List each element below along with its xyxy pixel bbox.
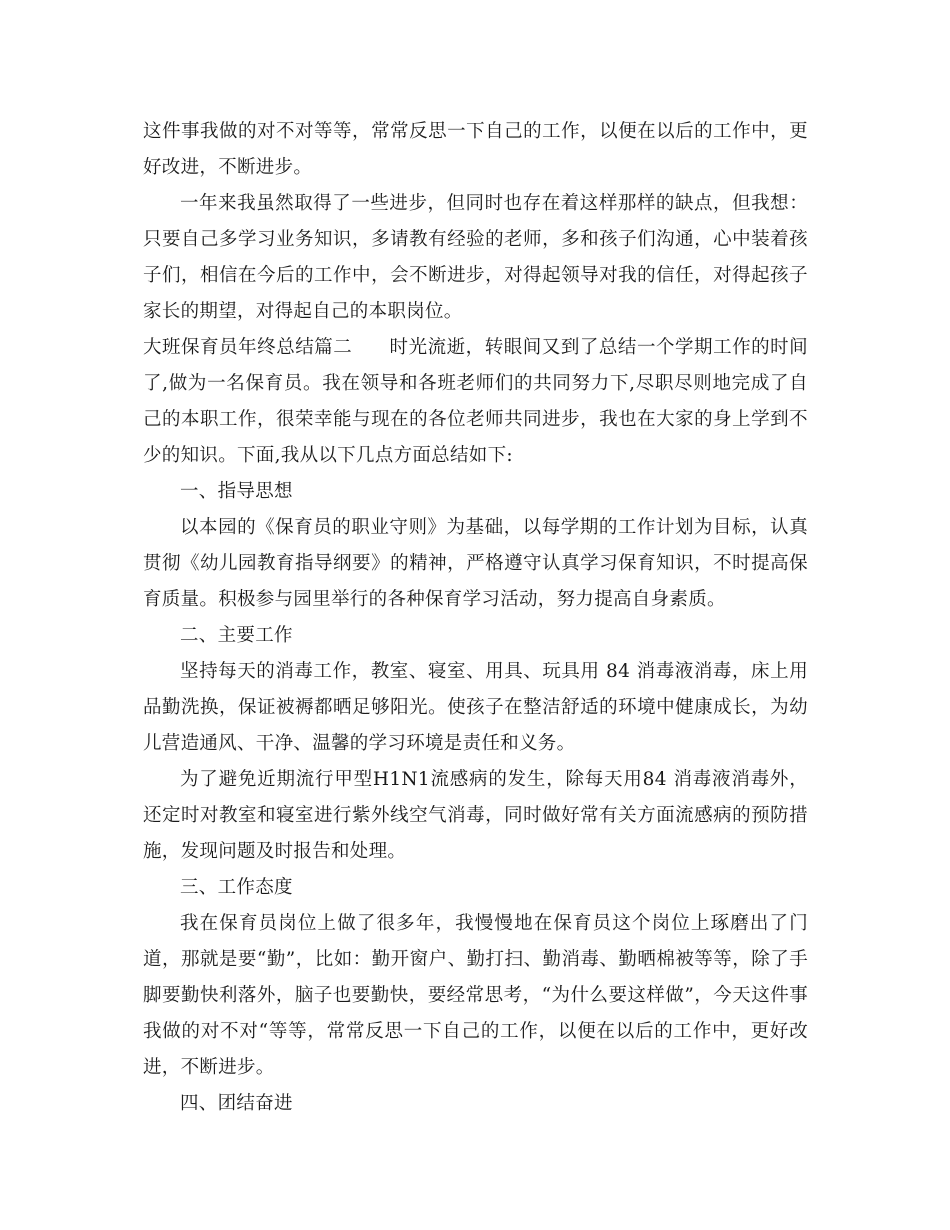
paragraph-disinfection: 坚持每天的消毒工作，教室、寝室、用具、玩具用 84 消毒液消毒，床上用品勤洗换，保证被褥都晒足够阳光。使孩子在整洁舒适的环境中健康成长，为幼儿营造通风、干净、温馨的学习环境是责任和义务。 xyxy=(143,661,808,754)
paragraph-work-attitude: 我在保育员岗位上做了很多年，我慢慢地在保育员这个岗位上琢磨出了门道，那就是要“勤”，比如：勤开窗户、勤打扫、勤消毒、勤晒棉被等等，除了手脚要勤快利落外，脑子也要勤快，要经常思考，“为什么要这样做”，今天这件事我做的对不对“等等，常常反思一下自己的工作，以便在以后的工作中，更好改进，不断进步。 xyxy=(143,913,808,1078)
heading-main-work: 二、主要工作 xyxy=(180,625,293,646)
paragraph-flu-prevention: 为了避免近期流行甲型H1N1流感病的发生，除每天用84 消毒液消毒外，还定时对教室和寝室进行紫外线空气消毒，同时做好常有关方面流感病的预防措施，发现问题及时报告和处理。 xyxy=(143,769,808,862)
section-intro: 时光流逝，转眼间又到了总结一个学期工作的时间了,做为一名保育员。我在领导和各班老师们的共同努力下,尽职尽则地完成了自己的本职工作，很荣幸能与现在的各位老师共同进步，我也在大家的身上学到不少的知识。下面,我从以下几点方面总结如下: xyxy=(143,337,808,466)
heading-unity: 四、团结奋进 xyxy=(180,1093,293,1114)
paragraph-section-two xyxy=(143,330,808,474)
paragraph-continuation: 这件事我做的对不对等等，常常反思一下自己的工作，以便在以后的工作中，更好改进，不断进步。 xyxy=(143,121,808,178)
document-body xyxy=(143,114,808,1122)
paragraph-reflection: 一年来我虽然取得了一些进步，但同时也存在着这样那样的缺点，但我想：只要自己多学习业务知识，多请教有经验的老师，多和孩子们沟通，心中装着孩子们，相信在今后的工作中，会不断进步，对得起领导对我的信任，对得起孩子家长的期望，对得起自己的本职岗位。 xyxy=(143,193,808,322)
section-title: 大班保育员年终总结篇二 xyxy=(143,337,353,358)
paragraph-guiding-thought: 以本园的《保育员的职业守则》为基础，以每学期的工作计划为目标，认真贯彻《幼儿园教育指导纲要》的精神，严格遵守认真学习保育知识，不时提高保育质量。积极参与园里举行的各种保育学习活动，努力提高自身素质。 xyxy=(143,517,808,610)
heading-work-attitude: 三、工作态度 xyxy=(180,877,293,898)
heading-guiding-thought: 一、指导思想 xyxy=(180,481,293,502)
